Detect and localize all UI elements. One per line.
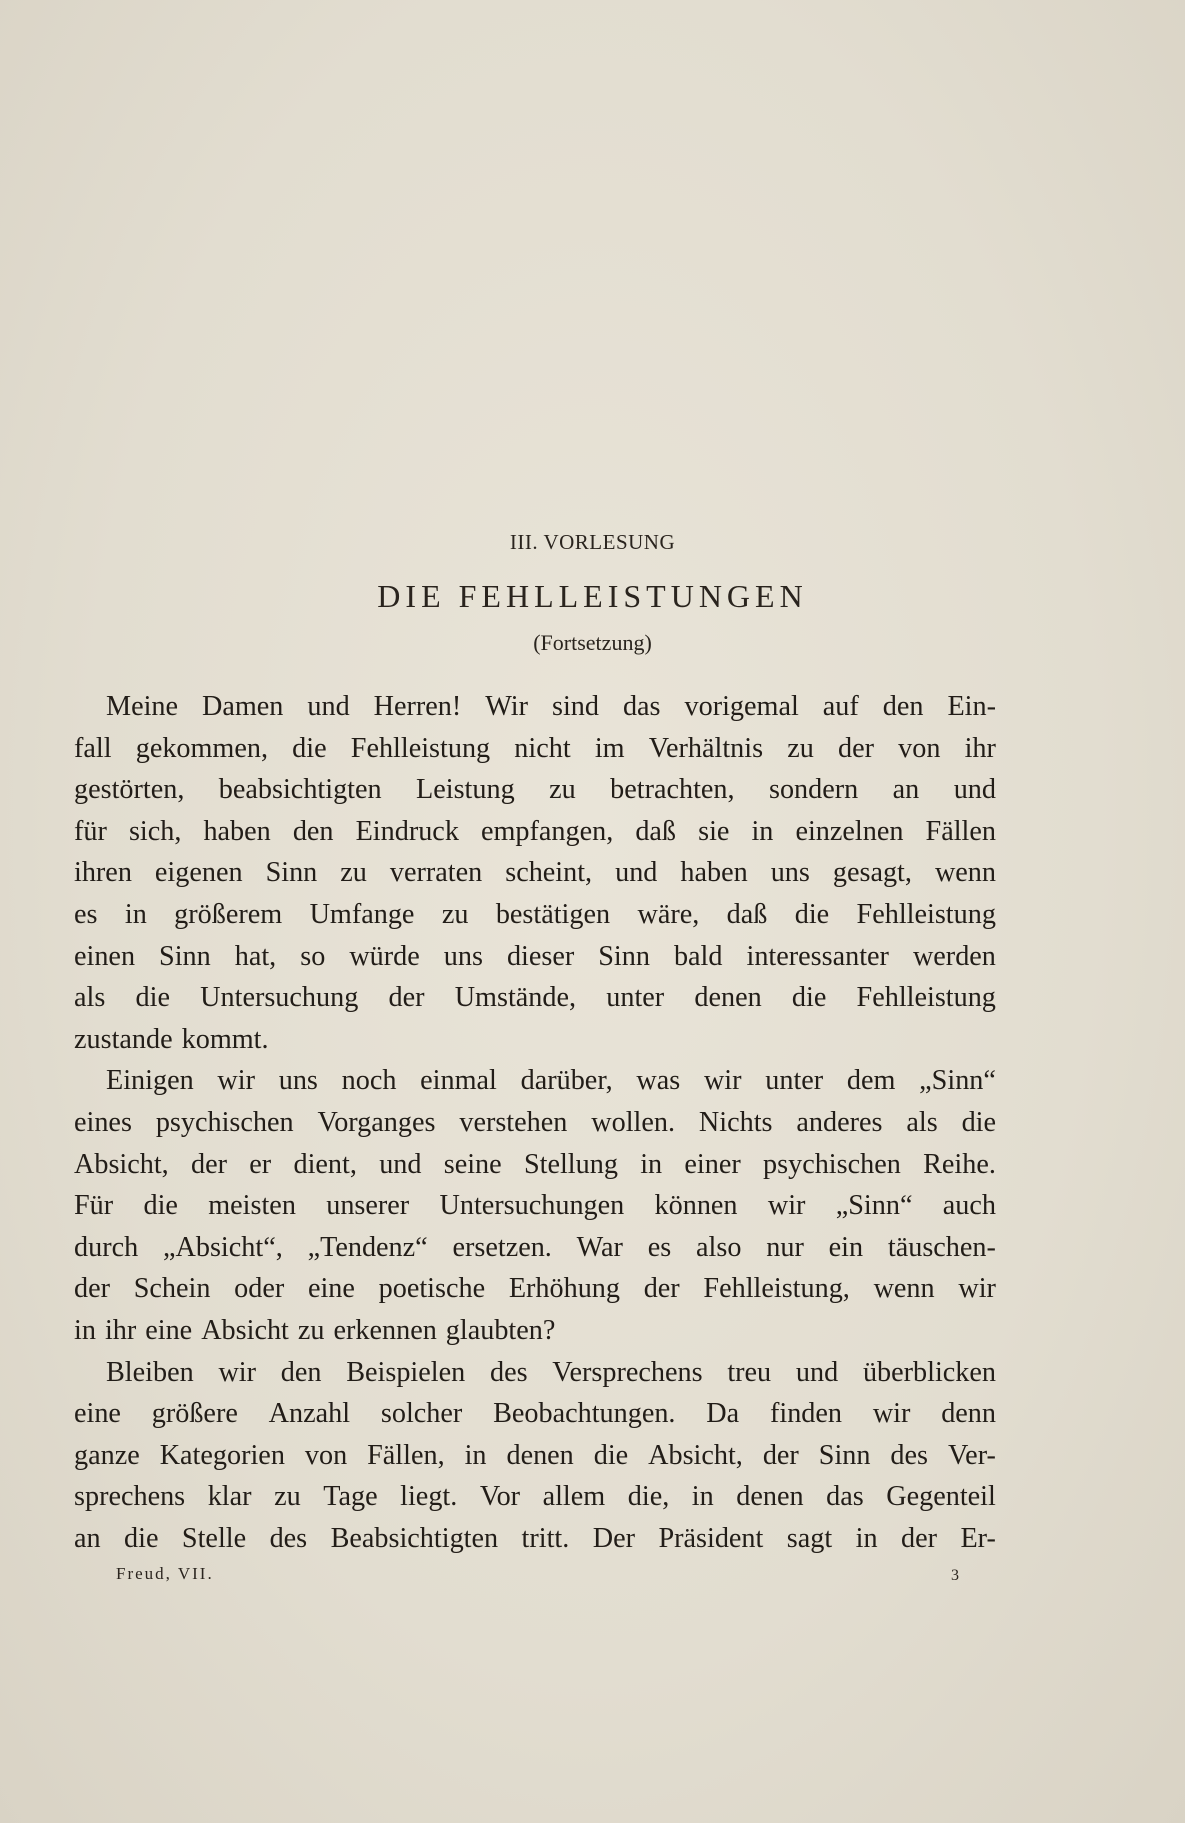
text-line: für sich, haben den Eindruck empfangen, daß sie in einzelnen Fällen	[74, 815, 996, 847]
text-line: ihren eigenen Sinn zu verraten scheint, und haben uns gesagt, wenn	[74, 857, 996, 889]
page-number: 3	[951, 1567, 959, 1584]
text-line: Bleiben wir den Beispielen des Versprechens treu und überblicken	[106, 1356, 996, 1388]
text-line: einen Sinn hat, so würde uns dieser Sinn bald interessanter werden	[74, 940, 996, 972]
text-line: Einigen wir uns noch einmal darüber, was wir unter dem „Sinn“	[106, 1065, 996, 1097]
text-line: ganze Kategorien von Fällen, in denen die Absicht, der Sinn des Ver-	[74, 1439, 996, 1471]
text-line: als die Untersuchung der Umstände, unter denen die Fehlleistung	[74, 982, 996, 1014]
chapter-subtitle: (Fortsetzung)	[533, 630, 652, 655]
chapter-title: DIE FEHLLEISTUNGEN	[377, 578, 808, 614]
text-line: es in größerem Umfange zu bestätigen wäre, daß die Fehlleistung	[74, 898, 996, 930]
paragraph	[74, 686, 996, 1060]
text-line: Absicht, der er dient, und seine Stellung in einer psychischen Reihe.	[74, 1148, 996, 1180]
text-line: in ihr eine Absicht zu erkennen glaubten?	[74, 1314, 556, 1346]
chapter-label: III. VORLESUNG	[509, 530, 676, 554]
printer-signature: Freud, VII.	[116, 1564, 214, 1583]
paragraph	[74, 1352, 996, 1560]
paragraph	[74, 1060, 996, 1351]
text-line: eines psychischen Vorganges verstehen wollen. Nichts anderes als die	[74, 1106, 996, 1138]
text-line: an die Stelle des Beabsichtigten tritt. Der Präsident sagt in der Er-	[74, 1522, 996, 1554]
text-line: sprechens klar zu Tage liegt. Vor allem die, in denen das Gegenteil	[74, 1481, 996, 1513]
text-line: der Schein oder eine poetische Erhöhung der Fehlleistung, wenn wir	[74, 1273, 996, 1305]
text-line: Meine Damen und Herren! Wir sind das vorigemal auf den Ein-	[106, 691, 996, 722]
text-line: fall gekommen, die Fehlleistung nicht im Verhältnis zu der von ihr	[74, 732, 996, 764]
text-line: zustande kommt.	[74, 1023, 269, 1055]
text-line: durch „Absicht“, „Tendenz“ ersetzen. War es also nur ein täuschen-	[74, 1231, 996, 1263]
body-text	[74, 686, 996, 1559]
text-line: Für die meisten unserer Untersuchungen können wir „Sinn“ auch	[74, 1190, 996, 1222]
text-line: gestörten, beabsichtigten Leistung zu betrachten, sondern an und	[74, 774, 996, 806]
text-line: eine größere Anzahl solcher Beobachtungen. Da finden wir denn	[74, 1398, 996, 1430]
